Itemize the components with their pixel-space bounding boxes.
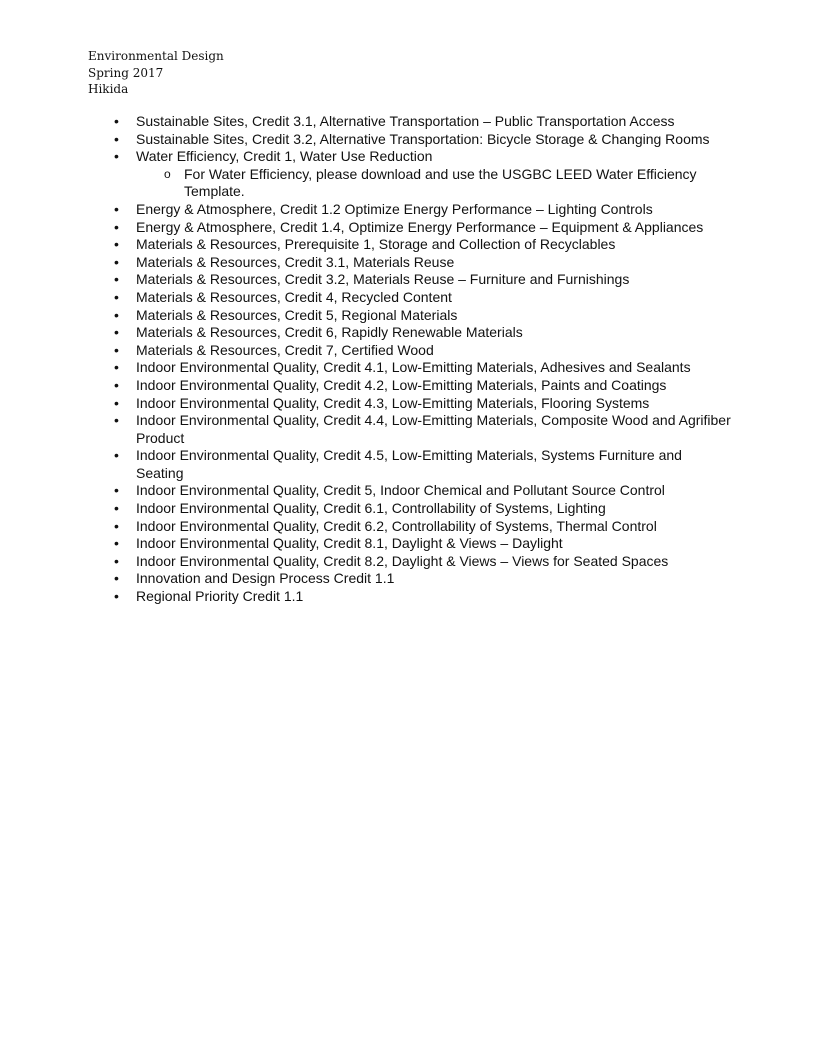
bullet-icon: • (114, 130, 119, 147)
list-item (0, 570, 732, 588)
bullet-icon: • (114, 482, 119, 499)
sub-list-item-text: For Water Efficiency, please download and use the USGBC LEED Water Efficiency Template. (184, 165, 697, 200)
list-item-text: Indoor Environmental Quality, Credit 4.4, Low-Emitting Materials, Composite Wood and Agrifiber Product (136, 412, 731, 446)
list-item (0, 342, 732, 360)
list-item (0, 307, 732, 325)
bullet-icon: • (114, 200, 119, 217)
list-item-text: Indoor Environmental Quality, Credit 4.3, Low-Emitting Materials, Flooring Systems (136, 394, 650, 411)
list-item (0, 131, 732, 149)
list-item-text: Materials & Resources, Credit 5, Regional Materials (136, 306, 458, 323)
list-item (0, 324, 732, 342)
list-item-text: Innovation and Design Process Credit 1.1 (136, 570, 395, 587)
bullet-icon: • (114, 500, 119, 517)
bullet-icon: • (114, 588, 119, 605)
bullet-icon: • (114, 148, 119, 165)
list-item-text: Materials & Resources, Credit 3.1, Materials Reuse (136, 253, 455, 270)
bullet-icon: • (114, 376, 119, 393)
list-item-text: Materials & Resources, Prerequisite 1, Storage and Collection of Recyclables (136, 236, 616, 253)
bullet-icon: • (114, 341, 119, 358)
list-item-text: Materials & Resources, Credit 6, Rapidly Renewable Materials (136, 324, 523, 341)
document-header (88, 48, 224, 98)
bullet-icon: • (114, 253, 119, 270)
bullet-icon: • (114, 535, 119, 552)
list-item (0, 588, 732, 606)
bullet-icon: • (114, 359, 119, 376)
list-item-text: Water Efficiency, Credit 1, Water Use Reduction (136, 148, 433, 165)
list-item-text: Indoor Environmental Quality, Credit 6.2, Controllability of Systems, Thermal Control (136, 517, 657, 534)
list-item (0, 289, 732, 307)
bullet-icon: • (114, 552, 119, 569)
list-item-text: Indoor Environmental Quality, Credit 4.2, Low-Emitting Materials, Paints and Coatings (136, 376, 667, 393)
bullet-icon: • (114, 447, 119, 464)
bullet-icon: • (114, 271, 119, 288)
list-item (0, 395, 732, 413)
list-item (0, 412, 732, 447)
author-name: Hikida (88, 82, 129, 96)
list-item-text: Indoor Environmental Quality, Credit 8.2, Daylight & Views – Views for Seated Spaces (136, 552, 669, 569)
list-item (0, 201, 732, 219)
bullet-icon: • (114, 517, 119, 534)
bullet-icon: • (114, 288, 119, 305)
list-item (0, 535, 732, 553)
bullet-icon: • (114, 412, 119, 429)
credit-list (0, 113, 816, 606)
list-item (0, 271, 732, 289)
list-item-text: Regional Priority Credit 1.1 (136, 588, 304, 605)
list-item (0, 377, 732, 395)
sub-list-item (0, 166, 732, 201)
semester: Spring 2017 (88, 65, 164, 80)
list-item (0, 148, 732, 166)
bullet-icon: • (114, 570, 119, 587)
list-item (0, 236, 732, 254)
list-item (0, 113, 732, 131)
list-item-text: Indoor Environmental Quality, Credit 8.1, Daylight & Views – Daylight (136, 535, 563, 552)
bullet-icon: • (114, 306, 119, 323)
list-item-text: Energy & Atmosphere, Credit 1.4, Optimize Energy Performance – Equipment & Appliances (136, 218, 704, 235)
bullet-icon: • (114, 218, 119, 235)
hollow-bullet-icon: o (164, 166, 171, 181)
list-item-text: Materials & Resources, Credit 7, Certified Wood (136, 341, 434, 358)
list-item (0, 553, 732, 571)
list-item-text: Indoor Environmental Quality, Credit 6.1, Controllability of Systems, Lighting (136, 500, 606, 517)
course-title: Environmental Design (88, 49, 224, 63)
list-item (0, 482, 732, 500)
list-item (0, 447, 732, 482)
list-item-text: Materials & Resources, Credit 3.2, Materials Reuse – Furniture and Furnishings (136, 271, 630, 288)
list-item (0, 359, 732, 377)
list-item-text: Energy & Atmosphere, Credit 1.2 Optimize Energy Performance – Lighting Controls (136, 200, 653, 217)
list-item-text: Indoor Environmental Quality, Credit 4.5, Low-Emitting Materials, Systems Furniture and Seating (136, 447, 682, 481)
list-item (0, 500, 732, 518)
list-item (0, 219, 732, 237)
list-item-text: Indoor Environmental Quality, Credit 4.1, Low-Emitting Materials, Adhesives and Sealants (136, 359, 691, 376)
list-item-text: Sustainable Sites, Credit 3.1, Alternative Transportation – Public Transportation Access (136, 113, 675, 129)
bullet-icon: • (114, 394, 119, 411)
bullet-icon: • (114, 324, 119, 341)
list-item-text: Indoor Environmental Quality, Credit 5, Indoor Chemical and Pollutant Source Control (136, 482, 665, 499)
list-item (0, 254, 732, 272)
list-item-text: Materials & Resources, Credit 4, Recycled Content (136, 288, 452, 305)
list-item-text: Sustainable Sites, Credit 3.2, Alternative Transportation: Bicycle Storage & Changing Rooms (136, 130, 710, 147)
bullet-icon: • (114, 113, 119, 129)
bullet-icon: • (114, 236, 119, 253)
list-item (0, 518, 732, 536)
